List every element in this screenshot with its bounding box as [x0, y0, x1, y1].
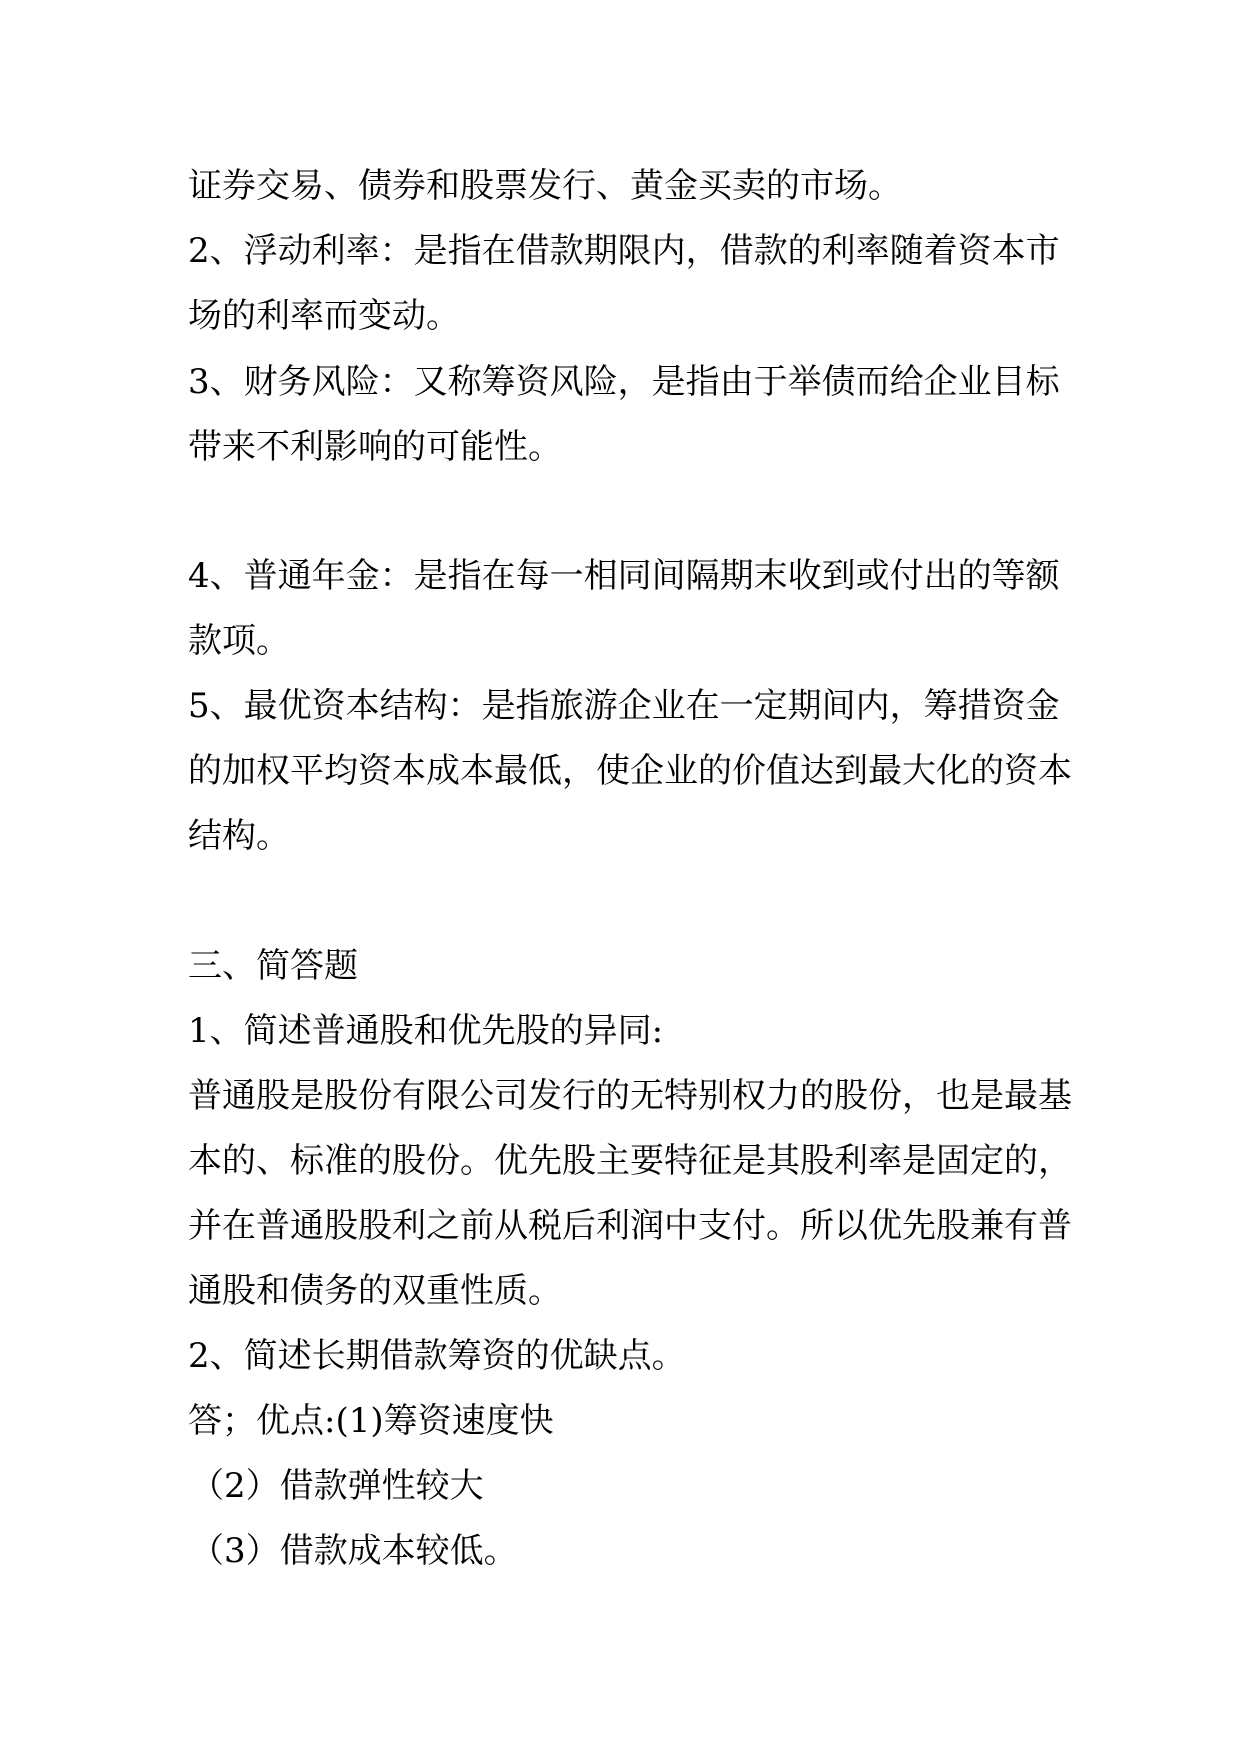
term-definition-ordinary-annuity: 4、普通年金：是指在每一相同间隔期末收到或付出的等额: [188, 556, 1060, 596]
text-line: 带来不利影响的可能性。: [188, 427, 562, 467]
text-line: 证券交易、债券和股票发行、黄金买卖的市场。: [188, 166, 902, 206]
text-line: 的加权平均资本成本最低，使企业的价值达到最大化的资本: [188, 751, 1072, 791]
answer-line: 答；优点:(1)筹资速度快: [188, 1401, 554, 1441]
answer-point: （2）借款弹性较大: [190, 1466, 484, 1506]
answer-point: （3）借款成本较低。: [190, 1531, 518, 1571]
text-line: 款项。: [188, 621, 290, 661]
section-heading: 三、简答题: [188, 946, 358, 986]
answer-paragraph-line: 并在普通股股利之前从税后利润中支付。所以优先股兼有普: [188, 1206, 1072, 1246]
answer-paragraph-line: 通股和债务的双重性质。: [188, 1271, 562, 1311]
term-definition-financial-risk: 3、财务风险：又称筹资风险，是指由于举债而给企业目标: [188, 362, 1060, 402]
answer-paragraph-line: 普通股是股份有限公司发行的无特别权力的股份，也是最基: [188, 1076, 1072, 1116]
question-1: 1、简述普通股和优先股的异同:: [188, 1011, 664, 1051]
text-line: 场的利率而变动。: [188, 296, 460, 336]
answer-paragraph-line: 本的、标准的股份。优先股主要特征是其股利率是固定的，: [188, 1141, 1072, 1181]
term-definition-floating-rate: 2、浮动利率：是指在借款期限内，借款的利率随着资本市: [188, 231, 1060, 271]
question-2: 2、简述长期借款筹资的优缺点。: [188, 1336, 686, 1376]
term-definition-optimal-capital-structure: 5、最优资本结构：是指旅游企业在一定期间内，筹措资金: [188, 686, 1060, 726]
text-line: 结构。: [188, 816, 290, 856]
